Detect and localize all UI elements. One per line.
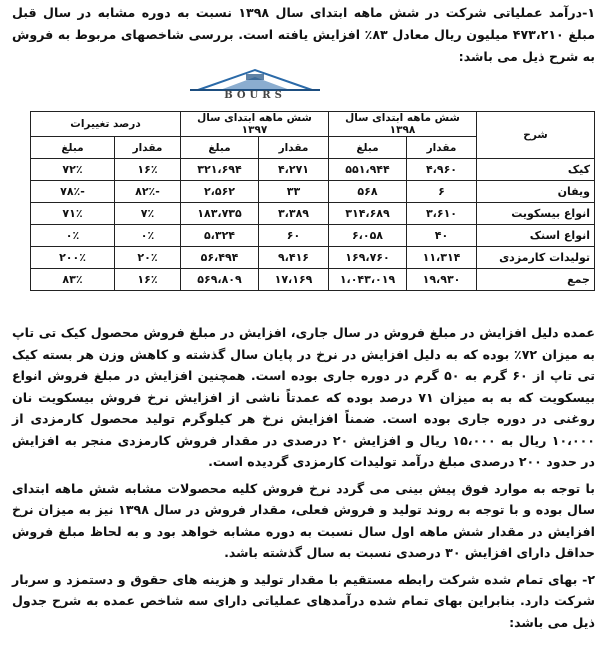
row-name: جمع (477, 269, 595, 291)
table-header-row-top (31, 112, 595, 137)
cell-amount-1398: ۱۶۹،۷۶۰ (329, 247, 407, 269)
cell-amount-change: ۷۱٪ (31, 203, 115, 225)
col-header-quantity-change: مقدار (115, 137, 181, 159)
cell-quantity-1398: ۶ (407, 181, 477, 203)
paragraph-cost-of-sales: ۲- بهای تمام شده شرکت رابطه مستقیم با مقدار تولید و هزینه های حقوق و دستمزد و سربار شرکت دارد. بنابراین بهای تمام شده درآمدهای عملیاتی دارای سه شاخص عمده به شرح جدول ذیل می باشد: (12, 571, 595, 630)
paragraph-forecast: با توجه به موارد فوق پیش بینی می گردد نرخ فروش کلیه محصولات مشابه شش ماهه ابتدای سال بوده و با توجه به روند تولید و فروش فعلی، مقدار فروش در سال ۱۳۹۸ نیز به میزان نرخ افزایش در مقدار شش ماهه اول سال نسبت به دوره مشابه خواهد بود و به لحاظ مبلغ فروش حداقل دارای افزایش ۳۰ درصدی نسبت به سال گذشته باشد. (12, 480, 595, 560)
cell-amount-1397: ۲،۵۶۲ (181, 181, 259, 203)
cell-amount-1398: ۶،۰۵۸ (329, 225, 407, 247)
table-row (31, 203, 595, 225)
cell-quantity-1398: ۱۱،۳۱۴ (407, 247, 477, 269)
cell-amount-1398: ۵۵۱،۹۴۴ (329, 159, 407, 181)
cell-quantity-1397: ۶۰ (259, 225, 329, 247)
cell-quantity-change: ۱۶٪ (115, 159, 181, 181)
row-name: کیک (477, 159, 595, 181)
cell-amount-1397: ۵،۳۲۴ (181, 225, 259, 247)
logo-text: BOURS (224, 90, 286, 101)
cell-quantity-change: -۸۲٪ (115, 181, 181, 203)
table-row (31, 225, 595, 247)
col-header-amount-1397: مبلغ (181, 137, 259, 159)
cell-quantity-1398: ۳،۶۱۰ (407, 203, 477, 225)
cell-quantity-change: ۲۰٪ (115, 247, 181, 269)
cell-amount-1397: ۳۲۱،۶۹۴ (181, 159, 259, 181)
col-header-1398: شش ماهه ابتدای سال ۱۳۹۸ (329, 112, 477, 137)
cell-quantity-1398: ۴۰ (407, 225, 477, 247)
row-name: ویفان (477, 181, 595, 203)
col-header-name: شرح (477, 112, 595, 159)
cell-quantity-change: ۱۶٪ (115, 269, 181, 291)
cell-amount-change: ۰٪ (31, 225, 115, 247)
cell-amount-1398: ۱،۰۴۳،۰۱۹ (329, 269, 407, 291)
cell-quantity-1397: ۴،۲۷۱ (259, 159, 329, 181)
table-row (31, 247, 595, 269)
table-row (31, 181, 595, 203)
col-header-amount-change: مبلغ (31, 137, 115, 159)
cell-amount-change: ۸۳٪ (31, 269, 115, 291)
cell-quantity-change: ۰٪ (115, 225, 181, 247)
cell-amount-1397: ۵۶۹،۸۰۹ (181, 269, 259, 291)
cell-quantity-1397: ۱۷،۱۶۹ (259, 269, 329, 291)
cell-amount-1397: ۵۶،۴۹۴ (181, 247, 259, 269)
col-header-quantity-1397: مقدار (259, 137, 329, 159)
cell-quantity-1398: ۴،۹۶۰ (407, 159, 477, 181)
cell-amount-change: ۲۰۰٪ (31, 247, 115, 269)
cell-amount-change: ۷۲٪ (31, 159, 115, 181)
row-name: تولیدات کارمزدی (477, 247, 595, 269)
cell-amount-1398: ۵۶۸ (329, 181, 407, 203)
cell-quantity-change: ۷٪ (115, 203, 181, 225)
col-header-changes: درصد تغییرات (31, 112, 181, 137)
row-name: انواع بیسکویت (477, 203, 595, 225)
intro-text: ۱-درآمد عملیاتی شرکت در شش ماهه ابتدای سال ۱۳۹۸ نسبت به دوره مشابه در سال قبل مبلغ ۴۷۳،۲۱۰ میلیون ریال معادل ۸۳٪ افزایش یافته است. بررسی شاخصهای مربوط به فروش به شرح ذیل می باشد: (12, 5, 596, 64)
sales-table (30, 111, 595, 291)
intro-paragraph (12, 2, 595, 68)
body-text (12, 322, 595, 638)
paragraph-sales-reasons: عمده دلیل افزایش در مبلغ فروش در سال جاری، افزایش در مبلغ فروش محصول کیک تی تاپ به میزان ۷۲٪ بوده که به دلیل افزایش در نرخ در پایان سال گذشته و کاهش وزن هر بسته کیک تی تاپ از ۶۰ گرم به ۵۰ گرم در دوره جاری بوده است. همچنین افزایش در مبلغ فروش انواع بیسکویت که به به میزان ۷۱ درصد بوده که عمدتاً ناشی از افزایش نرخ فروش بیسکویت نان روغنی در دوره جاری بوده است. ضمناً افزایش نرخ هر کیلوگرم تولید محصول کارمزدی از ۱۰،۰۰۰ ریال به ۱۵،۰۰۰ ریال و افزایش ۲۰ درصدی در مقدار فروش کارمزدی منجر به افزایش در حدود ۲۰۰ درصدی مبلغ درآمد تولیدات کارمزدی گردیده است. (12, 325, 596, 469)
row-name: انواع اسنک (477, 225, 595, 247)
cell-amount-change: -۷۸٪ (31, 181, 115, 203)
watermark-logo (180, 68, 330, 104)
col-header-1397: شش ماهه ابتدای سال ۱۳۹۷ (181, 112, 329, 137)
cell-quantity-1397: ۳۳ (259, 181, 329, 203)
table-row-total (31, 269, 595, 291)
cell-quantity-1397: ۳،۳۸۹ (259, 203, 329, 225)
cell-quantity-1398: ۱۹،۹۳۰ (407, 269, 477, 291)
col-header-quantity-1398: مقدار (407, 137, 477, 159)
table-row (31, 159, 595, 181)
cell-amount-1398: ۳۱۴،۶۸۹ (329, 203, 407, 225)
col-header-amount-1398: مبلغ (329, 137, 407, 159)
cell-quantity-1397: ۹،۴۱۶ (259, 247, 329, 269)
logo-mountain-icon (180, 68, 330, 92)
cell-amount-1397: ۱۸۳،۷۳۵ (181, 203, 259, 225)
